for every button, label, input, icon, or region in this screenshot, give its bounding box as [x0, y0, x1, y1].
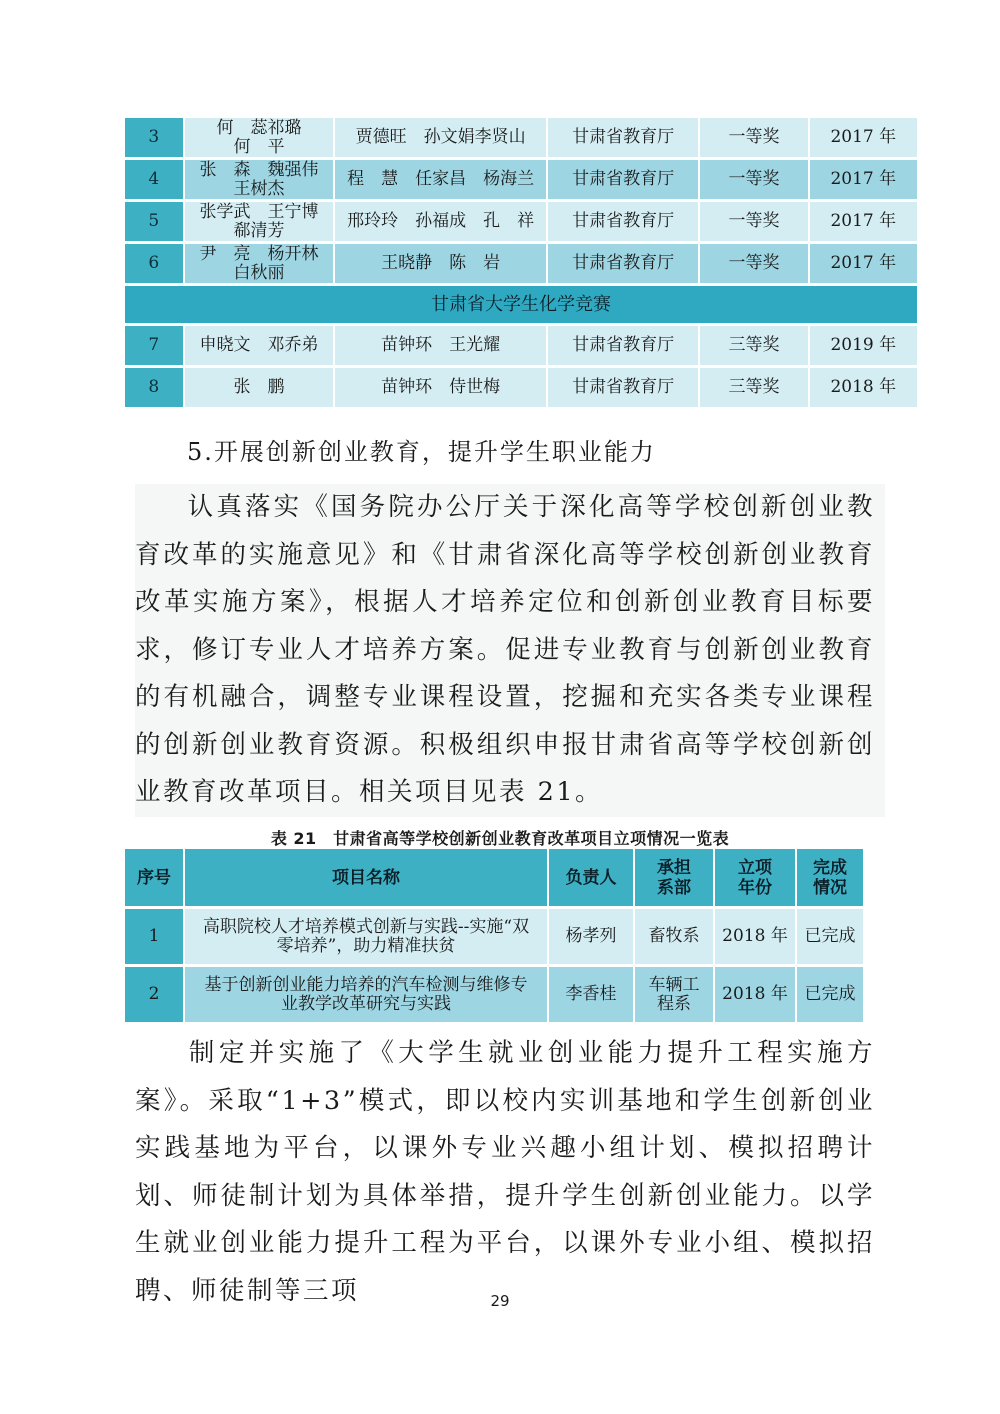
project-table	[125, 849, 865, 1025]
table-row	[125, 244, 919, 286]
year-cell: 2018 年	[810, 368, 919, 410]
year-cell: 2017 年	[810, 202, 919, 244]
teachers-cell: 苗钟环 王光耀	[335, 326, 547, 368]
award-cell: 一等奖	[700, 160, 809, 202]
award-cell: 一等奖	[700, 244, 809, 286]
header-dept: 承担系部	[635, 849, 715, 909]
students-cell: 何 蕊祁璐 何 平	[185, 118, 336, 160]
paragraph	[135, 1030, 875, 1315]
row-number: 3	[125, 118, 185, 160]
table-row	[125, 368, 919, 410]
header-lead: 负责人	[549, 849, 635, 909]
project-name: 高职院校人才培养模式创新与实践--实施“双零培养”，助力精准扶贫	[185, 909, 549, 967]
project-year: 2018 年	[715, 967, 797, 1025]
teachers-cell: 贾德旺 孙文娟李贤山	[335, 118, 547, 160]
org-cell: 甘肃省教育厅	[548, 368, 701, 410]
row-number: 6	[125, 244, 185, 286]
year-cell: 2019 年	[810, 326, 919, 368]
award-cell: 一等奖	[700, 118, 809, 160]
org-cell: 甘肃省教育厅	[548, 160, 701, 202]
teachers-cell: 邢玲玲 孙福成 孔 祥	[335, 202, 547, 244]
table-row	[125, 326, 919, 368]
year-cell: 2017 年	[810, 160, 919, 202]
project-name: 基于创新创业能力培养的汽车检测与维修专业教学改革研究与实践	[185, 967, 549, 1025]
paragraph-text: 制定并实施了《大学生就业创业能力提升工程实施方案》。采取“1+3”模式，即以校内实训基地和学生创新创业实践基地为平台，以课外专业兴趣小组计划、模拟招聘计划、师徒制计划为具体举措，提升学生创新创业能力。以学生就业创业能力提升工程为平台，以课外专业小组、模拟招聘、师徒制等三项	[135, 1038, 875, 1306]
project-status: 已完成	[797, 909, 865, 967]
row-number: 8	[125, 368, 185, 410]
header-name: 项目名称	[185, 849, 549, 909]
award-cell: 一等奖	[700, 202, 809, 244]
header-year: 立项年份	[715, 849, 797, 909]
section-heading: 5.开展创新创业教育，提升学生职业能力	[187, 438, 656, 466]
students-cell: 张 鹏	[185, 368, 336, 410]
teachers-cell: 苗钟环 侍世梅	[335, 368, 547, 410]
project-lead: 杨孝列	[549, 909, 635, 967]
page-number: 29	[490, 1292, 510, 1310]
org-cell: 甘肃省教育厅	[548, 202, 701, 244]
table-row	[125, 967, 865, 1025]
org-cell: 甘肃省教育厅	[548, 244, 701, 286]
table-row	[125, 909, 865, 967]
table-row	[125, 202, 919, 244]
award-cell: 三等奖	[700, 326, 809, 368]
row-number: 5	[125, 202, 185, 244]
project-year: 2018 年	[715, 909, 797, 967]
header-row	[125, 849, 865, 909]
org-cell: 甘肃省教育厅	[548, 326, 701, 368]
row-number: 1	[125, 909, 185, 967]
table-caption: 表 21 甘肃省高等学校创新创业教育改革项目立项情况一览表	[270, 829, 730, 848]
award-table	[125, 118, 919, 410]
project-dept: 畜牧系	[635, 909, 715, 967]
students-cell: 尹 亮 杨开林 白秋丽	[185, 244, 336, 286]
org-cell: 甘肃省教育厅	[548, 118, 701, 160]
project-dept: 车辆工程系	[635, 967, 715, 1025]
row-number: 4	[125, 160, 185, 202]
year-cell: 2017 年	[810, 118, 919, 160]
table-row	[125, 160, 919, 202]
row-number: 7	[125, 326, 185, 368]
paragraph-text: 认真落实《国务院办公厅关于深化高等学校创新创业教育改革的实施意见》和《甘肃省深化高等学校创新创业教育改革实施方案》，根据人才培养定位和创新创业教育目标要求，修订专业人才培养方案。促进专业教育与创新创业教育的有机融合，调整专业课程设置，挖掘和充实各类专业课程的创新创业教育资源。积极组织申报甘肃省高等学校创新创业教育改革项目。相关项目见表 21。	[135, 492, 875, 807]
project-lead: 李香桂	[549, 967, 635, 1025]
table-row	[125, 118, 919, 160]
students-cell: 张 森 魏强伟 王树杰	[185, 160, 336, 202]
teachers-cell: 王晓静 陈 岩	[335, 244, 547, 286]
year-cell: 2017 年	[810, 244, 919, 286]
award-cell: 三等奖	[700, 368, 809, 410]
students-cell: 张学武 王宁博 郗清芳	[185, 202, 336, 244]
paragraph	[135, 484, 885, 817]
students-cell: 申晓文 邓乔弟	[185, 326, 336, 368]
row-number: 2	[125, 967, 185, 1025]
teachers-cell: 程 慧 任家昌 杨海兰	[335, 160, 547, 202]
header-status: 完成情况	[797, 849, 865, 909]
section-row	[125, 286, 919, 326]
section-title: 甘肃省大学生化学竞赛	[125, 286, 919, 326]
project-status: 已完成	[797, 967, 865, 1025]
header-no: 序号	[125, 849, 185, 909]
